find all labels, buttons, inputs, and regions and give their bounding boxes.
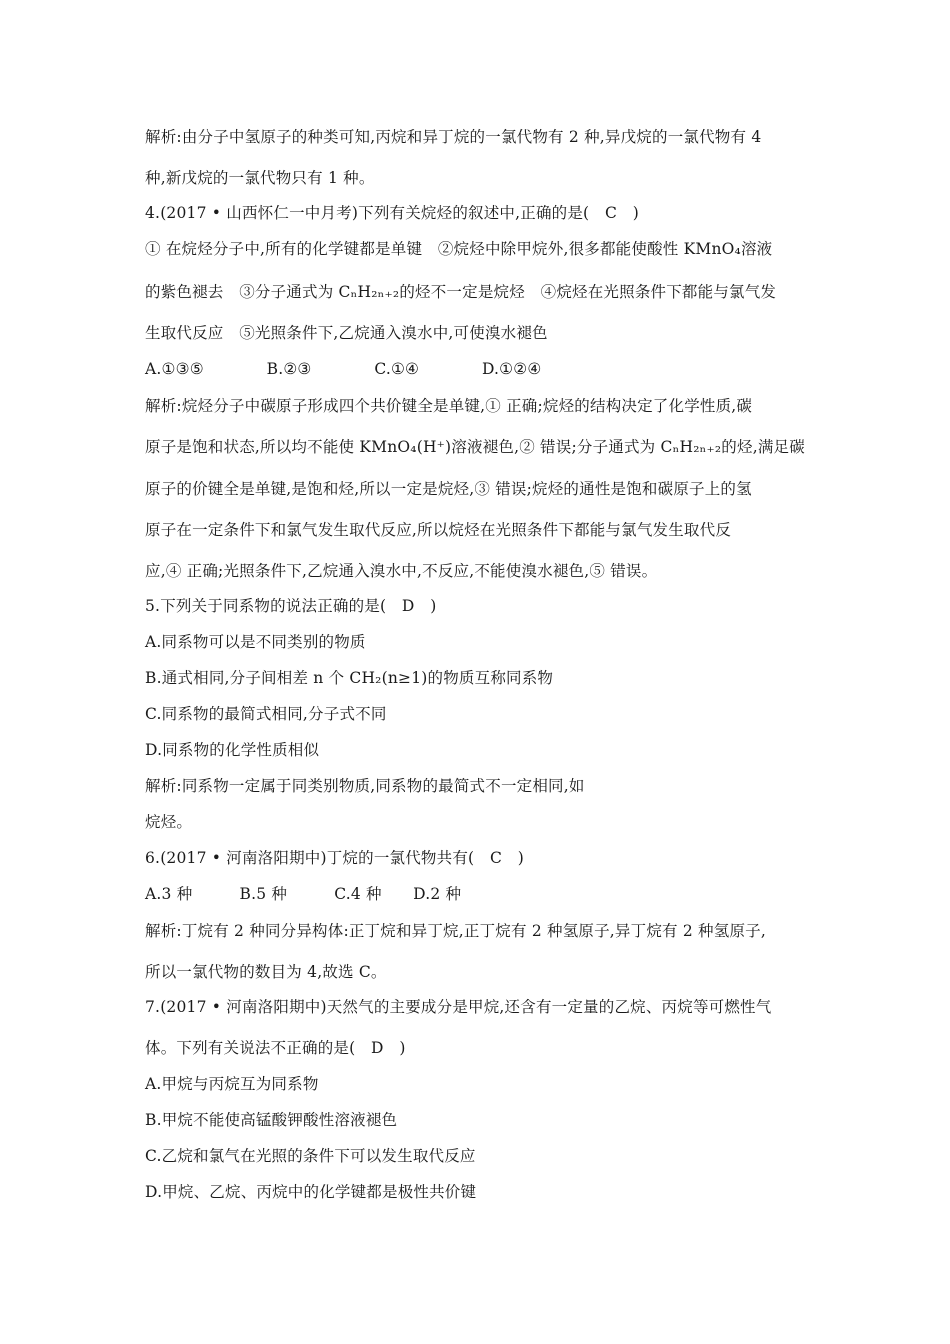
text-line: 应,④ 正确;光照条件下,乙烷通入溴水中,不反应,不能使溴水褪色,⑤ 错误。 [145, 562, 658, 580]
question-7-option-a: A.甲烷与丙烷互为同系物 [145, 1075, 319, 1093]
question-5-stem: 5.下列关于同系物的说法正确的是( D ) [145, 597, 437, 615]
text-line: 原子的价键全是单键,是饱和烃,所以一定是烷烃,③ 错误;烷烃的通性是饱和碳原子上的氢 [145, 480, 752, 498]
text-line: 种,新戊烷的一氯代物只有 1 种。 [145, 169, 375, 187]
text-line: 生取代反应 ⑤光照条件下,乙烷通入溴水中,可使溴水褪色 [145, 324, 548, 342]
question-7-option-c: C.乙烷和氯气在光照的条件下可以发生取代反应 [145, 1147, 476, 1165]
text-line: 原子是饱和状态,所以均不能使 KMnO₄(H⁺)溶液褪色,② 错误;分子通式为 CₙH₂ₙ₊₂的烃,满足碳 [145, 438, 805, 456]
question-5-option-a: A.同系物可以是不同类别的物质 [145, 633, 366, 651]
text-line: 原子在一定条件下和氯气发生取代反应,所以烷烃在光照条件下都能与氯气发生取代反 [145, 521, 732, 539]
question-6-stem: 6.(2017 • 河南洛阳期中)丁烷的一氯代物共有( C ) [145, 849, 524, 867]
text-line: ① 在烷烃分子中,所有的化学键都是单键 ②烷烃中除甲烷外,很多都能使酸性 KMnO₄溶液 [145, 240, 773, 258]
text-line: 的紫色褪去 ③分子通式为 CₙH₂ₙ₊₂的烃不一定是烷烃 ④烷烃在光照条件下都能与氯气发 [145, 283, 777, 301]
question-4-stem: 4.(2017 • 山西怀仁一中月考)下列有关烷烃的叙述中,正确的是( C ) [145, 204, 640, 222]
text-line: 解析:由分子中氢原子的种类可知,丙烷和异丁烷的一氯代物有 2 种,异戊烷的一氯代物有 4 [145, 128, 762, 146]
question-5-option-c: C.同系物的最简式相同,分子式不同 [145, 705, 387, 723]
question-5-option-d: D.同系物的化学性质相似 [145, 741, 320, 759]
text-line: 体。下列有关说法不正确的是( D ) [145, 1039, 406, 1057]
question-5-option-b: B.通式相同,分子间相差 n 个 CH₂(n≥1)的物质互称同系物 [145, 669, 554, 687]
question-7-option-d: D.甲烷、乙烷、丙烷中的化学键都是极性共价键 [145, 1183, 477, 1201]
question-7-stem: 7.(2017 • 河南洛阳期中)天然气的主要成分是甲烷,还含有一定量的乙烷、丙烷等可燃性气 [145, 998, 772, 1016]
question-4-options: A.①③⑤ B.②③ C.①④ D.①②④ [145, 360, 542, 378]
text-line: 解析:丁烷有 2 种同分异构体:正丁烷和异丁烷,正丁烷有 2 种氢原子,异丁烷有 2 种氢原子, [145, 922, 766, 940]
text-line: 烷烃。 [145, 813, 193, 831]
text-line: 解析:烷烃分子中碳原子形成四个共价键全是单键,① 正确;烷烃的结构决定了化学性质,碳 [145, 397, 753, 415]
question-7-option-b: B.甲烷不能使高锰酸钾酸性溶液褪色 [145, 1111, 398, 1129]
text-line: 所以一氯代物的数目为 4,故选 C。 [145, 963, 387, 981]
text-line: 解析:同系物一定属于同类别物质,同系物的最简式不一定相同,如 [145, 777, 585, 795]
question-6-options: A.3 种 B.5 种 C.4 种 D.2 种 [145, 885, 462, 903]
